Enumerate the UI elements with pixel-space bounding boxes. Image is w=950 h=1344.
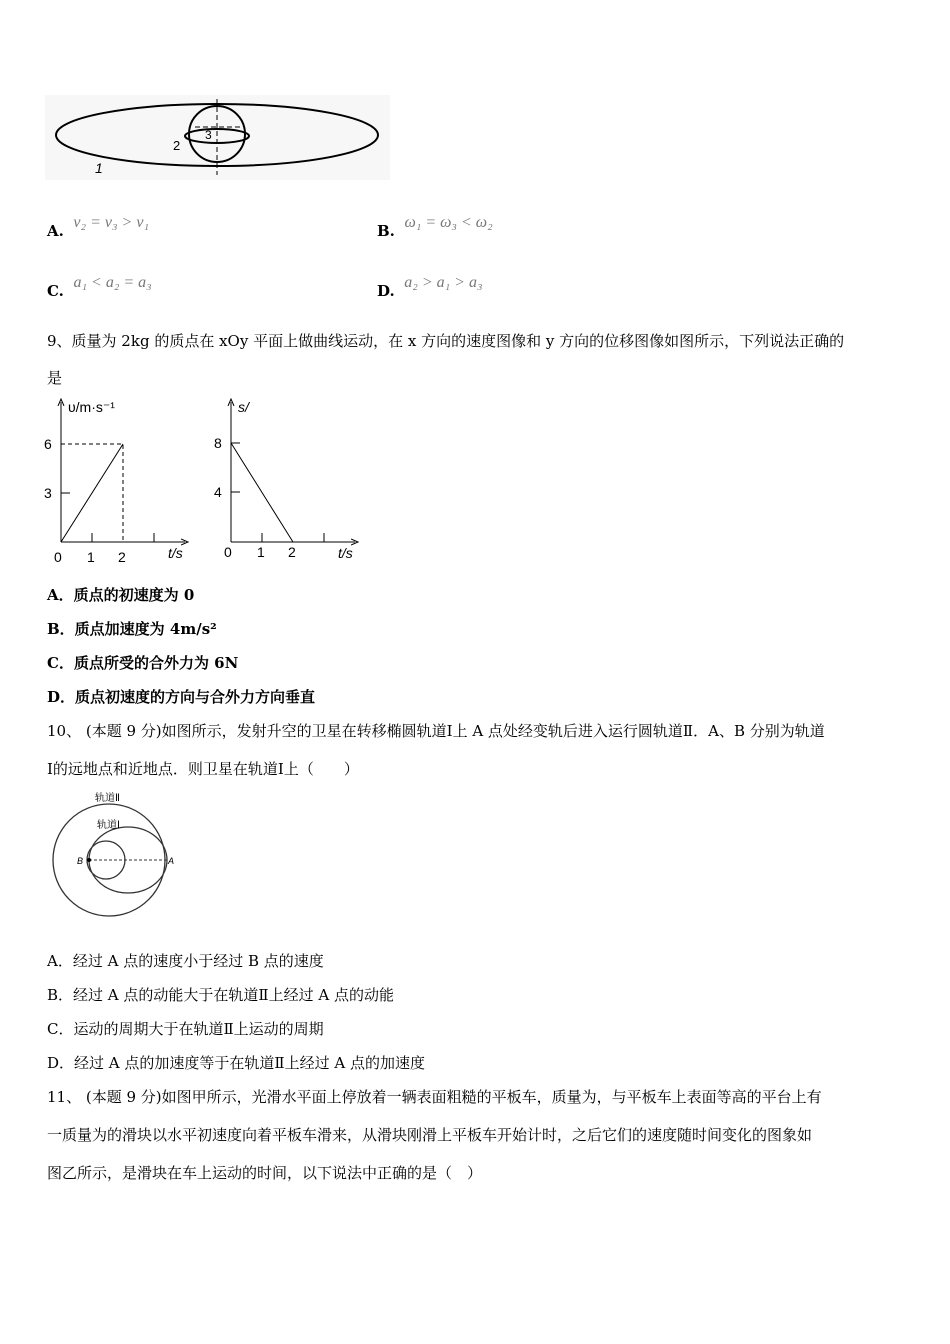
q10-stem-line1: 10、 (本题 9 分)如图所示，发射升空的卫星在转移椭圆轨道Ⅰ上 A 点处经变轨后进入运行圆轨道Ⅱ．A、B 分别为轨道 [47, 722, 825, 740]
q9-option-b[interactable]: B．质点加速度为 4m/s² [47, 620, 217, 638]
s-graph-ylabel: s/ [238, 399, 249, 415]
orbit-2-label: 轨道Ⅱ [95, 793, 120, 804]
s-tick-1: 1 [257, 544, 265, 560]
q11-stem-line2: 一质量为的滑块以水平初速度向着平板车滑来，从滑块刚滑上平板车开始计时，之后它们的速度随时间变化的图象如 [47, 1126, 813, 1144]
q8-option-a[interactable] [47, 214, 150, 241]
s-tick-4: 4 [214, 484, 222, 500]
q11-stem-line3: 图乙所示，是滑块在车上运动的时间，以下说法中正确的是（ ） [47, 1164, 483, 1182]
v-tick-2: 2 [118, 549, 126, 565]
v-tick-1: 1 [87, 549, 95, 565]
q10-option-c[interactable]: C．运动的周期大于在轨道Ⅱ上运动的周期 [47, 1020, 324, 1038]
figure-label-1: 1 [95, 160, 103, 176]
v-graph-line [61, 444, 123, 542]
q8-option-b[interactable] [377, 214, 493, 241]
option-letter: C. [47, 282, 64, 300]
option-letter: B. [377, 222, 395, 240]
q9-stem-line2: 是 [47, 369, 63, 387]
q8-option-c[interactable] [47, 274, 152, 301]
orbit-figure-q8 [45, 95, 390, 185]
option-letter: A. [47, 222, 64, 240]
s-graph-xlabel: t/s [338, 545, 353, 561]
s-tick-0: 0 [224, 544, 232, 560]
q9-option-a[interactable]: A．质点的初速度为 0 [47, 586, 195, 604]
q10-orbit-figure [45, 785, 185, 920]
v-graph-xlabel: t/s [168, 545, 183, 561]
v-tick-0: 0 [54, 549, 62, 565]
option-expression: a₂ > a₁ > a₃ [404, 274, 483, 291]
point-b-label: B [77, 856, 84, 866]
figure-label-3: 3 [205, 128, 212, 142]
q9-graphs [40, 390, 380, 570]
figure-label-2: 2 [173, 138, 181, 153]
q9-option-c[interactable]: C．质点所受的合外力为 6N [47, 654, 239, 672]
q10-option-d[interactable]: D．经过 A 点的加速度等于在轨道Ⅱ上经过 A 点的加速度 [47, 1054, 425, 1072]
option-expression: a₁ < a₂ = a₃ [73, 274, 152, 291]
point-a-label: A [168, 856, 175, 866]
s-graph-line [231, 443, 293, 542]
option-expression: v₂ = v₃ > v₁ [73, 214, 150, 231]
q10-option-a[interactable]: A．经过 A 点的速度小于经过 B 点的速度 [47, 952, 324, 970]
q11-stem-line1: 11、 (本题 9 分)如图甲所示，光滑水平面上停放着一辆表面粗糙的平板车，质量为，与平板车上表面等高的平台上有 [47, 1088, 822, 1106]
s-tick-2: 2 [288, 544, 296, 560]
q8-option-d[interactable] [377, 274, 483, 301]
v-tick-3: 3 [44, 485, 52, 501]
q10-stem-line2: Ⅰ的远地点和近地点．则卫星在轨道Ⅰ上（ ） [47, 760, 359, 778]
option-letter: D. [377, 282, 395, 300]
s-tick-8: 8 [214, 435, 222, 451]
option-expression: ω₁ = ω₃ < ω₂ [404, 214, 493, 231]
v-tick-6: 6 [44, 436, 52, 452]
q9-stem-line1: 9、质量为 2kg 的质点在 xOy 平面上做曲线运动，在 x 方向的速度图像和 y 方向的位移图像如图所示，下列说法正确的 [47, 332, 845, 350]
orbit-1-label: 轨道Ⅰ [97, 820, 120, 831]
q10-option-b[interactable]: B．经过 A 点的动能大于在轨道Ⅱ上经过 A 点的动能 [47, 986, 394, 1004]
q9-option-d[interactable]: D．质点初速度的方向与合外力方向垂直 [47, 688, 316, 706]
v-graph-ylabel: υ/m·s⁻¹ [68, 399, 115, 415]
